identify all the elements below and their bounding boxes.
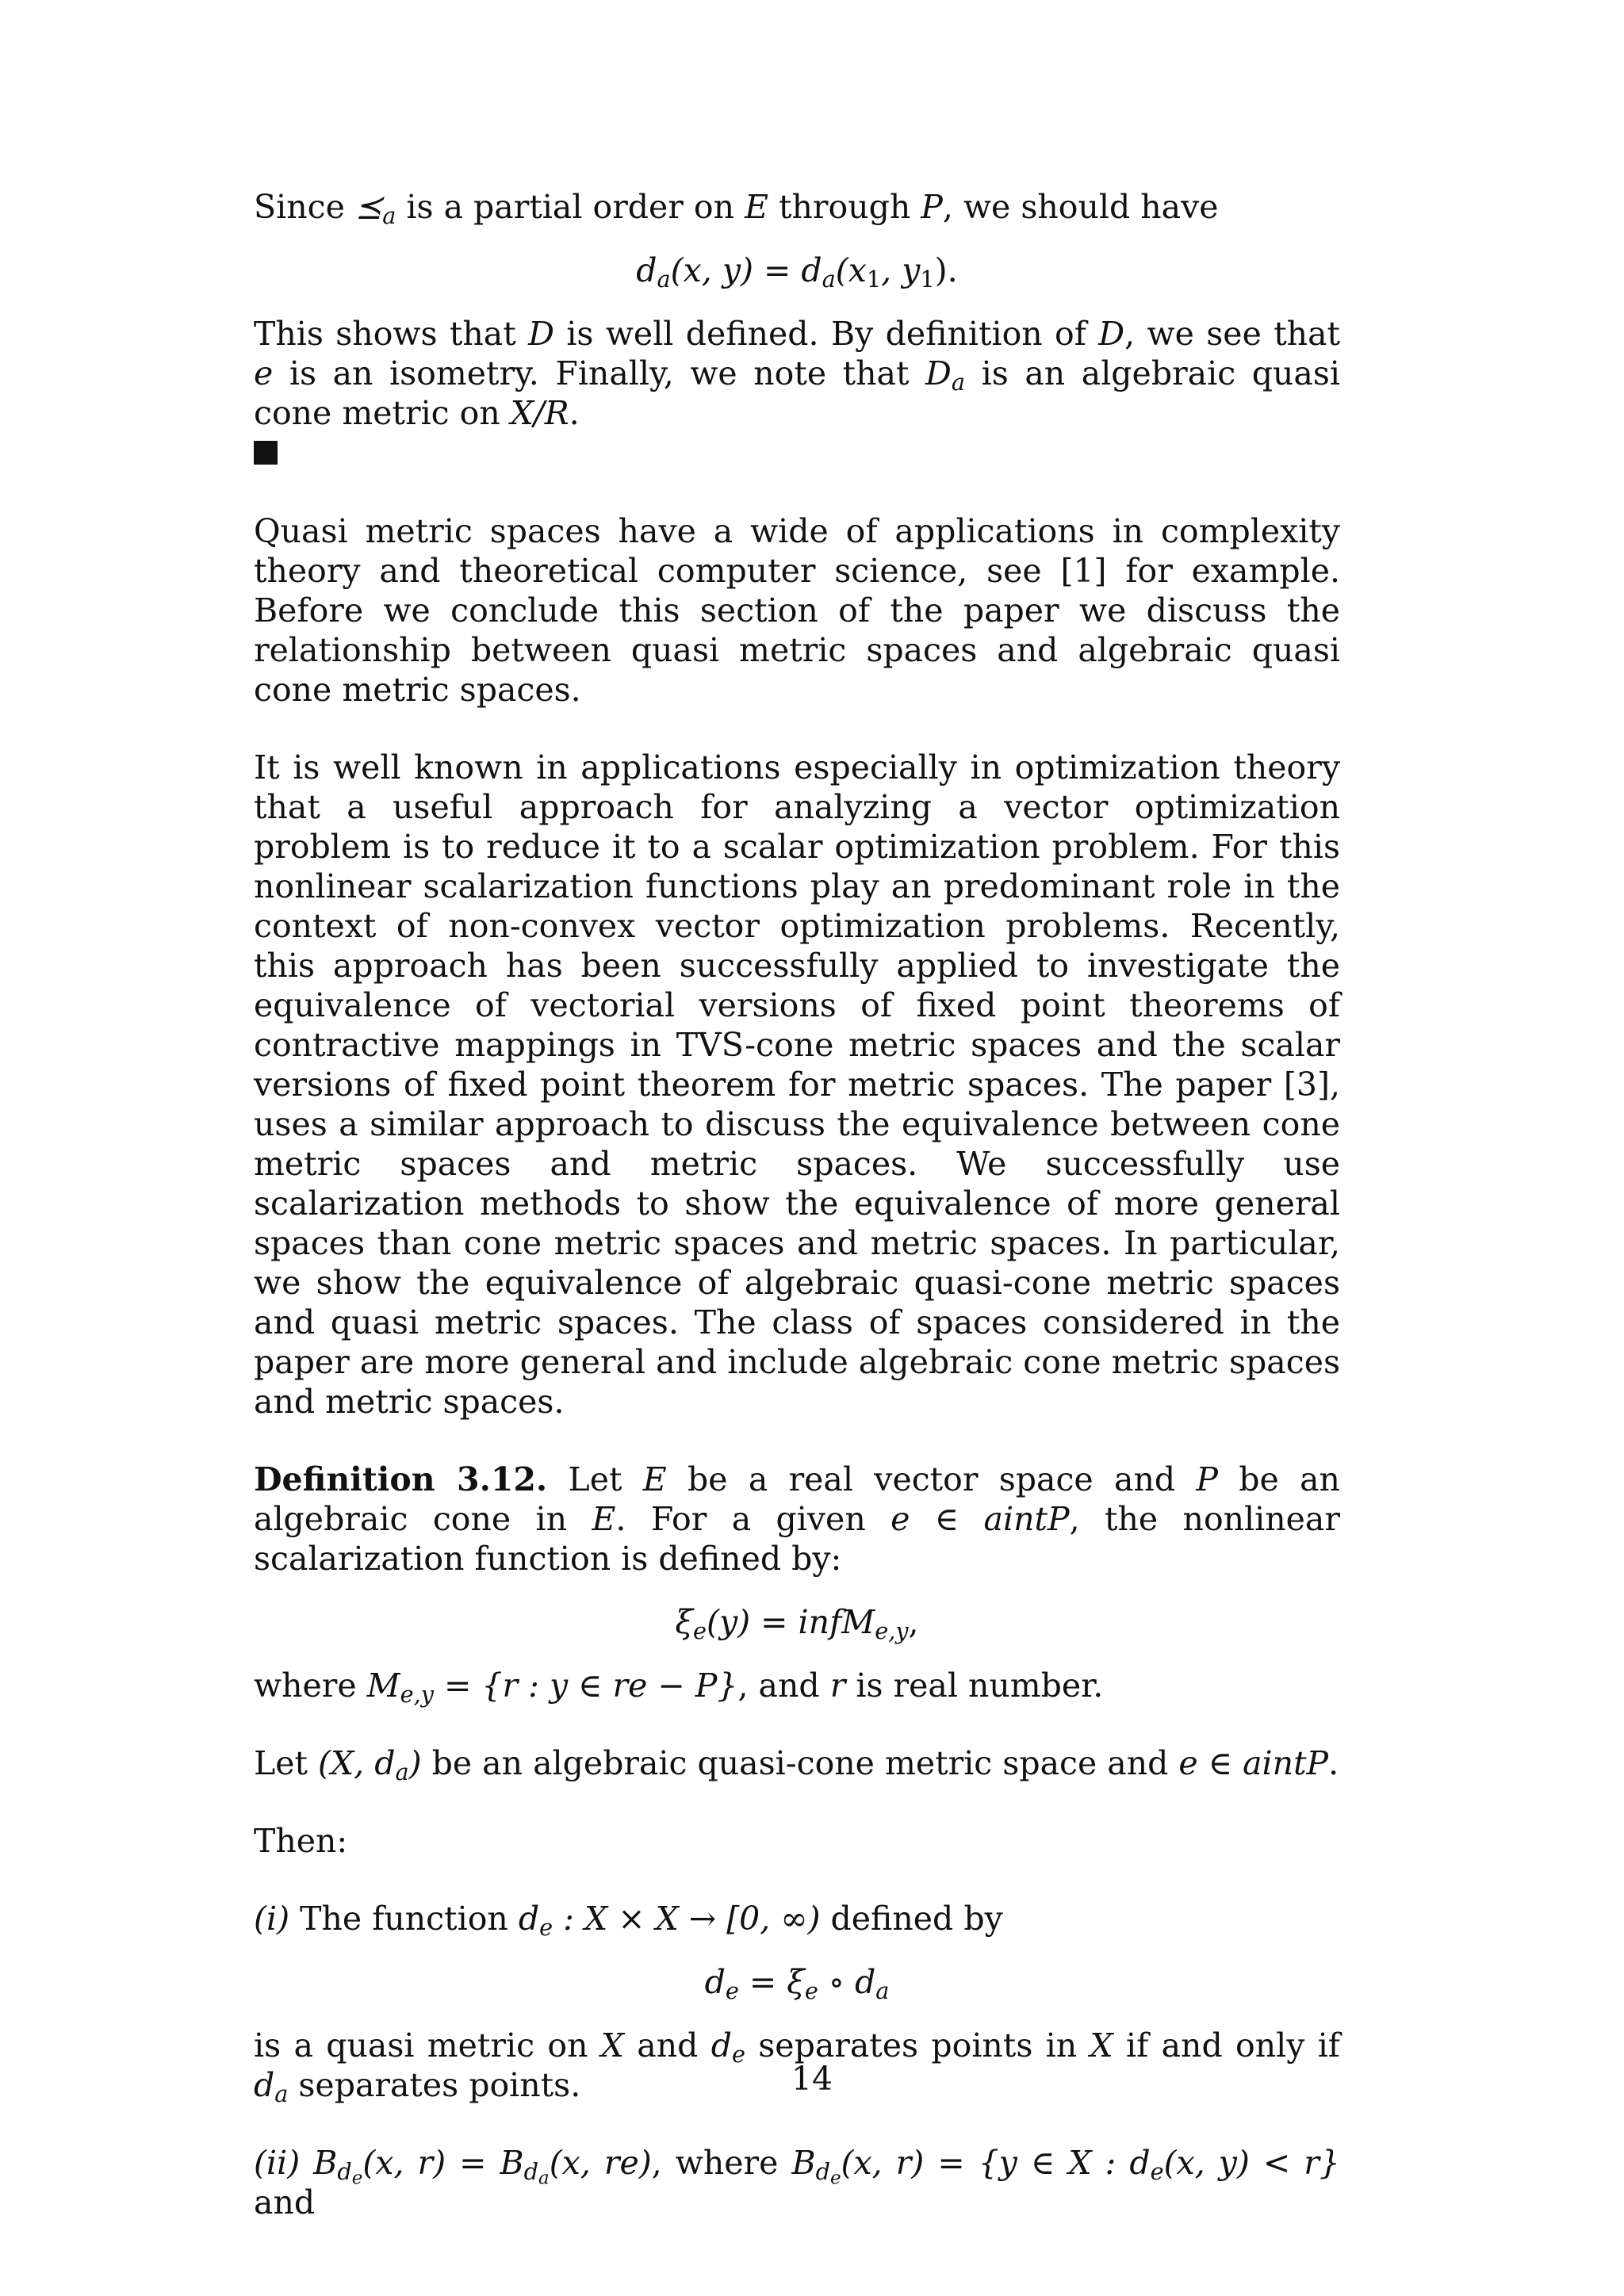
text: separates points. [288,2066,581,2104]
math: d [523,2158,539,2186]
math: E [592,1500,616,1538]
math: (x, r) = {y ∈ X : d [841,2144,1151,2182]
math: a [274,2080,289,2108]
math: e,y [875,1617,909,1645]
math: E [642,1460,667,1498]
math: = ξ [738,1963,805,2001]
math: d [704,1963,726,2001]
text: Since [254,188,355,226]
math: : X × X → [0, ∞) [553,1900,821,1938]
math: e [804,1977,818,2005]
math: (X, d [318,1744,396,1782]
item-i [254,1899,1340,1942]
page-number: 14 [791,2060,833,2098]
text: and [624,2026,711,2064]
text: , and [737,1667,830,1705]
equation-2 [254,1602,1340,1645]
text: , where [651,2144,792,2182]
text: is a quasi metric on [254,2026,601,2064]
math: e [829,2168,841,2189]
text: be a real vector space and [666,1460,1197,1498]
text: be an algebraic cone in [254,1460,1340,1538]
math: B [500,2144,524,2182]
text: This shows that [254,315,529,353]
math: , y [881,251,921,289]
math: D [528,315,554,353]
text: is an isometry. Finally, we note that [273,354,926,392]
text: Let [254,1744,318,1782]
text: is a partial order on [396,188,745,226]
math: (x, y) = [670,251,802,289]
paragraph-then: Then: [254,1822,348,1860]
equation-3 [254,1962,1340,2005]
text: . For a given [615,1500,891,1538]
item-ii [254,2143,1340,2222]
math: e [1150,2158,1164,2186]
paragraph-well-defined [254,314,1340,433]
math: B [313,2144,338,2182]
math: P [1196,1460,1218,1498]
math: = {r : y ∈ re − P} [433,1667,738,1705]
text: , we see that [1124,315,1340,353]
text: is well defined. By definition of [553,315,1099,353]
math: a [538,2168,550,2189]
item-label: (ii) [254,2144,301,2182]
math: d [254,2066,275,2104]
math: d [518,1900,540,1938]
math: a [875,1977,890,2005]
text: defined by [820,1900,1003,1938]
text: where [254,1667,367,1705]
math: e [693,1617,707,1645]
math: a [395,1758,409,1786]
math: (y) = infM [706,1603,875,1641]
math: (x, y) < r} [1163,2144,1340,2182]
math: D [925,354,952,392]
math: a [822,266,836,293]
text: Let [547,1460,643,1498]
math: d [815,2158,830,2186]
math: e [351,2168,363,2189]
math: D [1098,315,1125,353]
text: is an algebraic quasi cone metric on [254,354,1341,432]
text: be an algebraic quasi-cone metric space and [421,1744,1179,1782]
paragraph-where-M [254,1666,1340,1709]
math: e ∈ aintP [1178,1744,1329,1782]
text: , the nonlinear scalarization function is defined by: [254,1500,1340,1578]
definition-3-12 [254,1460,1340,1578]
math: ∘ d [818,1963,876,2001]
math: e ∈ aintP [891,1500,1070,1538]
math: X [600,2026,624,2064]
math: , [908,1603,919,1641]
math: d [337,2158,352,2186]
math: e,y [400,1681,434,1709]
math: e [254,354,274,392]
page-body [254,187,1340,2222]
math: M [366,1667,400,1705]
math: a [657,266,671,293]
text: if and only if [1113,2026,1340,2064]
math: 1 [866,266,882,293]
math: X/R [510,394,569,432]
text: . [1328,1744,1339,1782]
text: . [569,394,580,432]
text: is real number. [845,1667,1104,1705]
math: 1 [920,266,935,293]
qed-icon [254,441,278,465]
math: d [710,2026,732,2064]
text: through [768,188,921,226]
math: ⪯ [354,188,383,226]
math: d [636,251,657,289]
math: d [801,251,822,289]
math: e [725,1977,739,2005]
math: r [829,1667,846,1705]
paragraph-quasi-metric: Quasi metric spaces have a wide of applications in complexity theory and theoretical computer science, see [1] for example. Before we conclude this section of the paper we discuss the relationship between quasi metric spaces and algebraic quasi cone metric spaces. [254,512,1340,709]
math: a [951,369,966,396]
paragraph-partial-order [254,187,1340,230]
math: (x [835,251,867,289]
equation-1 [254,251,1340,293]
math: ) [408,1744,422,1782]
definition-label: Definition 3.12. [254,1460,548,1498]
qed-square [254,433,1340,473]
paragraph-let [254,1743,1340,1786]
math: X [1090,2026,1113,2064]
math: ξ [675,1603,693,1641]
math: ). [934,251,958,289]
paragraph-optimization: It is well known in applications especially in optimization theory that a useful approach for analyzing a vector optimization problem is to reduce it to a scalar optimization problem. For this nonlinear scalarization functions play an predominant role in the context of non-convex vector optimization problems. Recently, this approach has been successfully applied to investigate the equivalence of vectorial versions of fixed point theorems of contractive mappings in TVS-cone metric spaces and the scalar versions of fixed point theorem for metric spaces. The paper [3], uses a similar approach to discuss the equivalence between cone metric spaces and metric spaces. We successfully use scalarization methods to show the equivalence of more general spaces than cone metric spaces and metric spaces. In particular, we show the equivalence of algebraic quasi-cone metric spaces and quasi metric spaces. The class of spaces considered in the paper are more general and include algebraic cone metric spaces and metric spaces. [254,748,1340,1421]
math: E [745,188,768,226]
math: (x, r) = [362,2144,500,2182]
math: e [731,2041,745,2068]
math: e [539,1914,553,1942]
text: , we should have [942,188,1219,226]
math: P [921,188,943,226]
item-label: (i) [254,1900,290,1938]
text: separates points in [745,2026,1090,2064]
math: (x, re) [549,2144,652,2182]
math: B [791,2144,816,2182]
text: The function [289,1900,519,1938]
math: a [382,202,396,230]
text: and [254,2183,316,2221]
